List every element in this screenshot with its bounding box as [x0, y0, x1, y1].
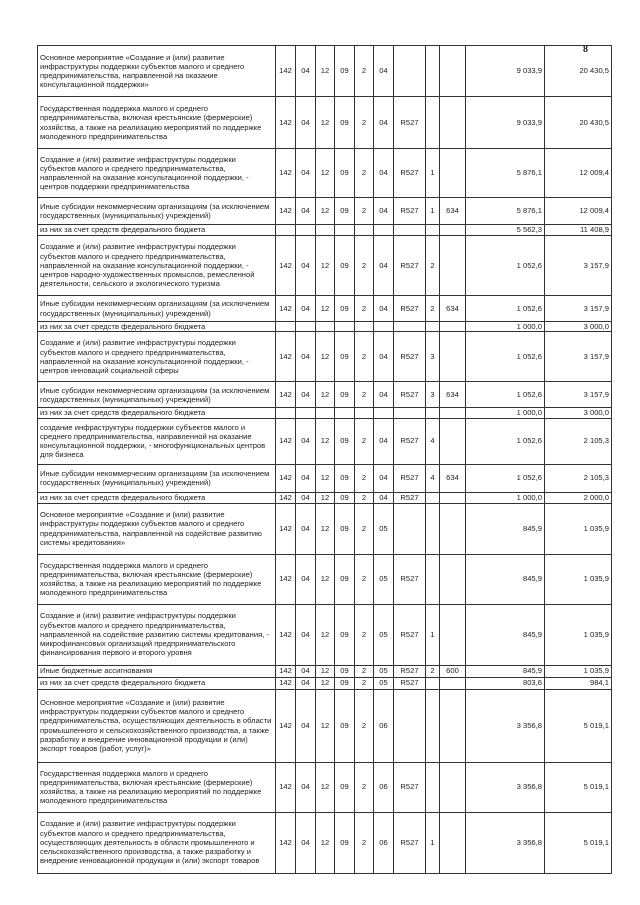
- value-cell: 845,9: [466, 665, 545, 677]
- code-cell: R527: [394, 812, 426, 873]
- code-cell: 12: [316, 812, 335, 873]
- row-name: Создание и (или) развитие инфраструктуры поддержки субъектов малого и среднего предпринимательства, направленной на оказание консультационной поддержки, - центров инноваций социальной сферы: [38, 332, 276, 382]
- code-cell: 2: [355, 677, 374, 689]
- code-cell: [316, 322, 335, 332]
- value-cell: 3 157,9: [545, 332, 612, 382]
- code-cell: 142: [276, 689, 296, 762]
- value-cell: 1 052,6: [466, 296, 545, 322]
- code-cell: [426, 503, 440, 554]
- code-cell: R527: [394, 97, 426, 149]
- code-cell: 142: [276, 812, 296, 873]
- code-cell: [394, 322, 426, 332]
- table-row: [38, 762, 612, 812]
- code-cell: [440, 418, 466, 464]
- row-name: Иные субсидии некоммерческим организациям (за исключением государственных (муниципальных) учреждений): [38, 382, 276, 408]
- code-cell: [440, 149, 466, 198]
- row-name: Создание и (или) развитие инфраструктуры поддержки субъектов малого и среднего предпринимательства, осуществляющих деятельность в области промышленного и сельскохозяйственного производства, а также разработку и внедрение инновационной продукции и (или) экспорт товаров: [38, 812, 276, 873]
- code-cell: 142: [276, 464, 296, 492]
- value-cell: 20 430,5: [545, 97, 612, 149]
- code-cell: 12: [316, 762, 335, 812]
- code-cell: 12: [316, 492, 335, 503]
- code-cell: 09: [335, 464, 355, 492]
- code-cell: 142: [276, 46, 296, 97]
- code-cell: 142: [276, 236, 296, 296]
- table-row: [38, 46, 612, 97]
- code-cell: [426, 225, 440, 236]
- code-cell: R527: [394, 554, 426, 604]
- table-row: [38, 604, 612, 665]
- code-cell: 142: [276, 418, 296, 464]
- code-cell: 09: [335, 762, 355, 812]
- value-cell: 2 105,3: [545, 464, 612, 492]
- row-name: Иные субсидии некоммерческим организациям (за исключением государственных (муниципальных) учреждений): [38, 198, 276, 225]
- code-cell: 05: [374, 554, 394, 604]
- table-row: [38, 492, 612, 503]
- code-cell: [374, 225, 394, 236]
- code-cell: 09: [335, 332, 355, 382]
- code-cell: 04: [296, 198, 316, 225]
- code-cell: 09: [335, 503, 355, 554]
- code-cell: 2: [355, 464, 374, 492]
- code-cell: [440, 236, 466, 296]
- code-cell: 12: [316, 689, 335, 762]
- code-cell: 04: [296, 665, 316, 677]
- code-cell: [426, 554, 440, 604]
- code-cell: R527: [394, 604, 426, 665]
- code-cell: 12: [316, 236, 335, 296]
- code-cell: 04: [296, 554, 316, 604]
- code-cell: 142: [276, 665, 296, 677]
- code-cell: [426, 762, 440, 812]
- code-cell: [440, 762, 466, 812]
- value-cell: 3 000,0: [545, 322, 612, 332]
- code-cell: 142: [276, 503, 296, 554]
- row-name: Государственная поддержка малого и среднего предпринимательства, включая крестьянские (фермерские) хозяйства, а также на реализацию мероприятий по поддержке молодежного предпринимательства: [38, 554, 276, 604]
- row-name: Основное мероприятие «Создание и (или) развитие инфраструктуры поддержки субъектов малого и среднего предпринимательства, направленной на оказание консультационной поддержки»: [38, 46, 276, 97]
- code-cell: 09: [335, 97, 355, 149]
- code-cell: 12: [316, 665, 335, 677]
- code-cell: [394, 225, 426, 236]
- code-cell: 04: [374, 236, 394, 296]
- code-cell: 09: [335, 492, 355, 503]
- value-cell: 3 000,0: [545, 408, 612, 418]
- value-cell: 2 105,3: [545, 418, 612, 464]
- code-cell: 04: [374, 382, 394, 408]
- row-name: Иные субсидии некоммерческим организациям (за исключением государственных (муниципальных) учреждений): [38, 296, 276, 322]
- code-cell: 2: [355, 762, 374, 812]
- value-cell: 3 356,8: [466, 812, 545, 873]
- code-cell: 09: [335, 665, 355, 677]
- code-cell: 04: [374, 464, 394, 492]
- code-cell: R527: [394, 296, 426, 322]
- code-cell: [394, 503, 426, 554]
- table-row: [38, 418, 612, 464]
- code-cell: 142: [276, 198, 296, 225]
- code-cell: [394, 46, 426, 97]
- code-cell: 06: [374, 689, 394, 762]
- table-row: [38, 225, 612, 236]
- code-cell: [440, 604, 466, 665]
- value-cell: 12 009,4: [545, 198, 612, 225]
- value-cell: 1 052,6: [466, 464, 545, 492]
- table-row: [38, 97, 612, 149]
- row-name: Создание и (или) развитие инфраструктуры поддержки субъектов малого и среднего предпринимательства, направленной на содействие развитию системы кредитования, - микрофинансовых организаций предпринимательского финансирования первого и второго уровня: [38, 604, 276, 665]
- value-cell: 845,9: [466, 604, 545, 665]
- budget-table: [37, 45, 612, 874]
- table-row: [38, 677, 612, 689]
- value-cell: 9 033,9: [466, 46, 545, 97]
- code-cell: 2: [426, 296, 440, 322]
- value-cell: 1 052,6: [466, 236, 545, 296]
- value-cell: 845,9: [466, 503, 545, 554]
- code-cell: [440, 332, 466, 382]
- code-cell: R527: [394, 677, 426, 689]
- code-cell: 04: [296, 503, 316, 554]
- code-cell: 12: [316, 332, 335, 382]
- code-cell: [440, 408, 466, 418]
- code-cell: 04: [374, 492, 394, 503]
- code-cell: 05: [374, 677, 394, 689]
- table-row: [38, 332, 612, 382]
- value-cell: 1 052,6: [466, 332, 545, 382]
- code-cell: R527: [394, 198, 426, 225]
- code-cell: 2: [355, 149, 374, 198]
- code-cell: 142: [276, 677, 296, 689]
- code-cell: 09: [335, 418, 355, 464]
- value-cell: 845,9: [466, 554, 545, 604]
- value-cell: 3 356,8: [466, 689, 545, 762]
- value-cell: 3 356,8: [466, 762, 545, 812]
- code-cell: [426, 677, 440, 689]
- code-cell: [440, 225, 466, 236]
- value-cell: 1 052,6: [466, 418, 545, 464]
- code-cell: R527: [394, 332, 426, 382]
- code-cell: 09: [335, 149, 355, 198]
- code-cell: R527: [394, 492, 426, 503]
- code-cell: [394, 689, 426, 762]
- table-row: [38, 322, 612, 332]
- row-name: из них за счет средств федерального бюджета: [38, 492, 276, 503]
- code-cell: 2: [355, 604, 374, 665]
- value-cell: 1 035,9: [545, 554, 612, 604]
- code-cell: R527: [394, 382, 426, 408]
- code-cell: [426, 46, 440, 97]
- code-cell: 12: [316, 97, 335, 149]
- table-row: [38, 464, 612, 492]
- code-cell: [426, 322, 440, 332]
- table-row: [38, 408, 612, 418]
- code-cell: 09: [335, 382, 355, 408]
- code-cell: 12: [316, 418, 335, 464]
- code-cell: 04: [296, 149, 316, 198]
- value-cell: 1 035,9: [545, 604, 612, 665]
- code-cell: 2: [355, 503, 374, 554]
- row-name: создание инфраструктуры поддержки субъектов малого и среднего предпринимательства, направленной на оказание консультационной поддержки, - многофункциональных центров для бизнеса: [38, 418, 276, 464]
- code-cell: [276, 408, 296, 418]
- row-name: Иные субсидии некоммерческим организациям (за исключением государственных (муниципальных) учреждений): [38, 464, 276, 492]
- code-cell: 634: [440, 464, 466, 492]
- code-cell: [296, 408, 316, 418]
- table-row: [38, 503, 612, 554]
- code-cell: 04: [374, 97, 394, 149]
- code-cell: 09: [335, 198, 355, 225]
- code-cell: 2: [426, 236, 440, 296]
- code-cell: 04: [296, 762, 316, 812]
- value-cell: 2 000,0: [545, 492, 612, 503]
- table-row: [38, 382, 612, 408]
- code-cell: [426, 97, 440, 149]
- code-cell: [440, 677, 466, 689]
- code-cell: 142: [276, 382, 296, 408]
- code-cell: 12: [316, 464, 335, 492]
- code-cell: 04: [296, 296, 316, 322]
- code-cell: 09: [335, 677, 355, 689]
- row-name: Государственная поддержка малого и среднего предпринимательства, включая крестьянские (фермерские) хозяйства, а также на реализацию мероприятий по поддержке молодежного предпринимательства: [38, 762, 276, 812]
- code-cell: [335, 408, 355, 418]
- table-row: [38, 689, 612, 762]
- code-cell: 05: [374, 503, 394, 554]
- code-cell: 09: [335, 689, 355, 762]
- code-cell: 2: [355, 236, 374, 296]
- code-cell: 2: [426, 665, 440, 677]
- row-name: Создание и (или) развитие инфраструктуры поддержки субъектов малого и среднего предпринимательства, направленной на оказание консультационной поддержки, - центров поддержки предпринимательства: [38, 149, 276, 198]
- code-cell: 04: [296, 418, 316, 464]
- code-cell: 2: [355, 198, 374, 225]
- code-cell: [374, 322, 394, 332]
- code-cell: 04: [296, 332, 316, 382]
- code-cell: 142: [276, 492, 296, 503]
- code-cell: [440, 554, 466, 604]
- code-cell: 1: [426, 812, 440, 873]
- code-cell: [276, 225, 296, 236]
- code-cell: [426, 492, 440, 503]
- row-name: Иные бюджетные ассигнования: [38, 665, 276, 677]
- table-row: [38, 236, 612, 296]
- code-cell: [440, 812, 466, 873]
- code-cell: 04: [374, 296, 394, 322]
- value-cell: 5 876,1: [466, 149, 545, 198]
- code-cell: 04: [296, 464, 316, 492]
- code-cell: R527: [394, 236, 426, 296]
- code-cell: [426, 689, 440, 762]
- code-cell: [374, 408, 394, 418]
- code-cell: 04: [296, 677, 316, 689]
- code-cell: 04: [296, 604, 316, 665]
- table-row: [38, 149, 612, 198]
- table-row: [38, 665, 612, 677]
- value-cell: 1 000,0: [466, 322, 545, 332]
- code-cell: 12: [316, 149, 335, 198]
- code-cell: 142: [276, 149, 296, 198]
- code-cell: 12: [316, 677, 335, 689]
- row-name: Создание и (или) развитие инфраструктуры поддержки субъектов малого и среднего предпринимательства, направленной на оказание консультационной поддержки, - центров народно-художественных промыслов, ремесленной деятельности, сельского и экологического туризма: [38, 236, 276, 296]
- code-cell: 634: [440, 382, 466, 408]
- code-cell: R527: [394, 665, 426, 677]
- code-cell: [276, 322, 296, 332]
- code-cell: 04: [374, 332, 394, 382]
- code-cell: 3: [426, 382, 440, 408]
- code-cell: 04: [296, 382, 316, 408]
- code-cell: [440, 46, 466, 97]
- code-cell: [426, 408, 440, 418]
- value-cell: 9 033,9: [466, 97, 545, 149]
- value-cell: 20 430,5: [545, 46, 612, 97]
- row-name: Основное мероприятие «Создание и (или) развитие инфраструктуры поддержки субъектов малого и среднего предпринимательства, направленной на содействие развитию системы кредитования»: [38, 503, 276, 554]
- code-cell: 09: [335, 296, 355, 322]
- code-cell: R527: [394, 762, 426, 812]
- value-cell: 5 876,1: [466, 198, 545, 225]
- code-cell: 04: [374, 198, 394, 225]
- code-cell: 2: [355, 492, 374, 503]
- code-cell: 12: [316, 46, 335, 97]
- value-cell: 3 157,9: [545, 236, 612, 296]
- code-cell: [440, 97, 466, 149]
- code-cell: 06: [374, 762, 394, 812]
- code-cell: 2: [355, 812, 374, 873]
- code-cell: 09: [335, 554, 355, 604]
- row-name: из них за счет средств федерального бюджета: [38, 408, 276, 418]
- code-cell: 04: [296, 689, 316, 762]
- code-cell: [316, 225, 335, 236]
- table-row: [38, 812, 612, 873]
- value-cell: 1 000,0: [466, 492, 545, 503]
- code-cell: 04: [296, 97, 316, 149]
- code-cell: 12: [316, 198, 335, 225]
- code-cell: 06: [374, 812, 394, 873]
- code-cell: [394, 408, 426, 418]
- code-cell: 2: [355, 296, 374, 322]
- code-cell: 05: [374, 604, 394, 665]
- code-cell: 1: [426, 149, 440, 198]
- code-cell: 142: [276, 554, 296, 604]
- code-cell: 04: [296, 46, 316, 97]
- code-cell: 2: [355, 332, 374, 382]
- code-cell: 2: [355, 418, 374, 464]
- value-cell: 5 019,1: [545, 762, 612, 812]
- code-cell: [440, 322, 466, 332]
- value-cell: 803,6: [466, 677, 545, 689]
- code-cell: [440, 492, 466, 503]
- code-cell: 12: [316, 503, 335, 554]
- code-cell: R527: [394, 418, 426, 464]
- code-cell: 142: [276, 332, 296, 382]
- code-cell: R527: [394, 464, 426, 492]
- code-cell: 09: [335, 604, 355, 665]
- code-cell: [296, 225, 316, 236]
- code-cell: [355, 225, 374, 236]
- value-cell: 1 035,9: [545, 503, 612, 554]
- code-cell: 2: [355, 382, 374, 408]
- code-cell: 2: [355, 689, 374, 762]
- code-cell: 09: [335, 236, 355, 296]
- table-row: [38, 554, 612, 604]
- value-cell: 1 052,6: [466, 382, 545, 408]
- row-name: из них за счет средств федерального бюджета: [38, 677, 276, 689]
- value-cell: 12 009,4: [545, 149, 612, 198]
- code-cell: [335, 225, 355, 236]
- code-cell: 2: [355, 665, 374, 677]
- code-cell: 12: [316, 554, 335, 604]
- value-cell: 984,1: [545, 677, 612, 689]
- code-cell: [355, 322, 374, 332]
- code-cell: 142: [276, 97, 296, 149]
- row-name: из них за счет средств федерального бюджета: [38, 225, 276, 236]
- code-cell: [296, 322, 316, 332]
- code-cell: 4: [426, 418, 440, 464]
- code-cell: 04: [374, 46, 394, 97]
- code-cell: 04: [374, 149, 394, 198]
- code-cell: 09: [335, 812, 355, 873]
- code-cell: 2: [355, 46, 374, 97]
- code-cell: 4: [426, 464, 440, 492]
- code-cell: [316, 408, 335, 418]
- row-name: Основное мероприятие «Создание и (или) развитие инфраструктуры поддержки субъектов малого и среднего предпринимательства, осуществляющих деятельность в области промышленного и сельскохозяйственного производства, а также разработку и внедрение инновационной продукции и (или) экспорт товаров (работ, услуг)»: [38, 689, 276, 762]
- code-cell: 1: [426, 604, 440, 665]
- code-cell: 04: [374, 418, 394, 464]
- value-cell: 11 408,9: [545, 225, 612, 236]
- code-cell: 2: [355, 97, 374, 149]
- value-cell: 3 157,9: [545, 382, 612, 408]
- code-cell: 12: [316, 296, 335, 322]
- code-cell: R527: [394, 149, 426, 198]
- code-cell: 12: [316, 604, 335, 665]
- code-cell: 142: [276, 296, 296, 322]
- code-cell: 3: [426, 332, 440, 382]
- code-cell: [440, 689, 466, 762]
- code-cell: 634: [440, 198, 466, 225]
- page-number: 8: [583, 44, 588, 55]
- value-cell: 3 157,9: [545, 296, 612, 322]
- table-row: [38, 296, 612, 322]
- code-cell: 12: [316, 382, 335, 408]
- code-cell: 04: [296, 236, 316, 296]
- code-cell: 09: [335, 46, 355, 97]
- table-row: [38, 198, 612, 225]
- code-cell: 1: [426, 198, 440, 225]
- value-cell: 5 562,3: [466, 225, 545, 236]
- code-cell: [355, 408, 374, 418]
- code-cell: 142: [276, 762, 296, 812]
- row-name: из них за счет средств федерального бюджета: [38, 322, 276, 332]
- code-cell: 04: [296, 812, 316, 873]
- code-cell: [440, 503, 466, 554]
- code-cell: 142: [276, 604, 296, 665]
- code-cell: 2: [355, 554, 374, 604]
- code-cell: 634: [440, 296, 466, 322]
- row-name: Государственная поддержка малого и среднего предпринимательства, включая крестьянские (фермерские) хозяйства, а также на реализацию мероприятий по поддержке молодежного предпринимательства: [38, 97, 276, 149]
- value-cell: 1 035,9: [545, 665, 612, 677]
- value-cell: 5 019,1: [545, 812, 612, 873]
- code-cell: 04: [296, 492, 316, 503]
- code-cell: 600: [440, 665, 466, 677]
- code-cell: [335, 322, 355, 332]
- value-cell: 5 019,1: [545, 689, 612, 762]
- value-cell: 1 000,0: [466, 408, 545, 418]
- code-cell: 05: [374, 665, 394, 677]
